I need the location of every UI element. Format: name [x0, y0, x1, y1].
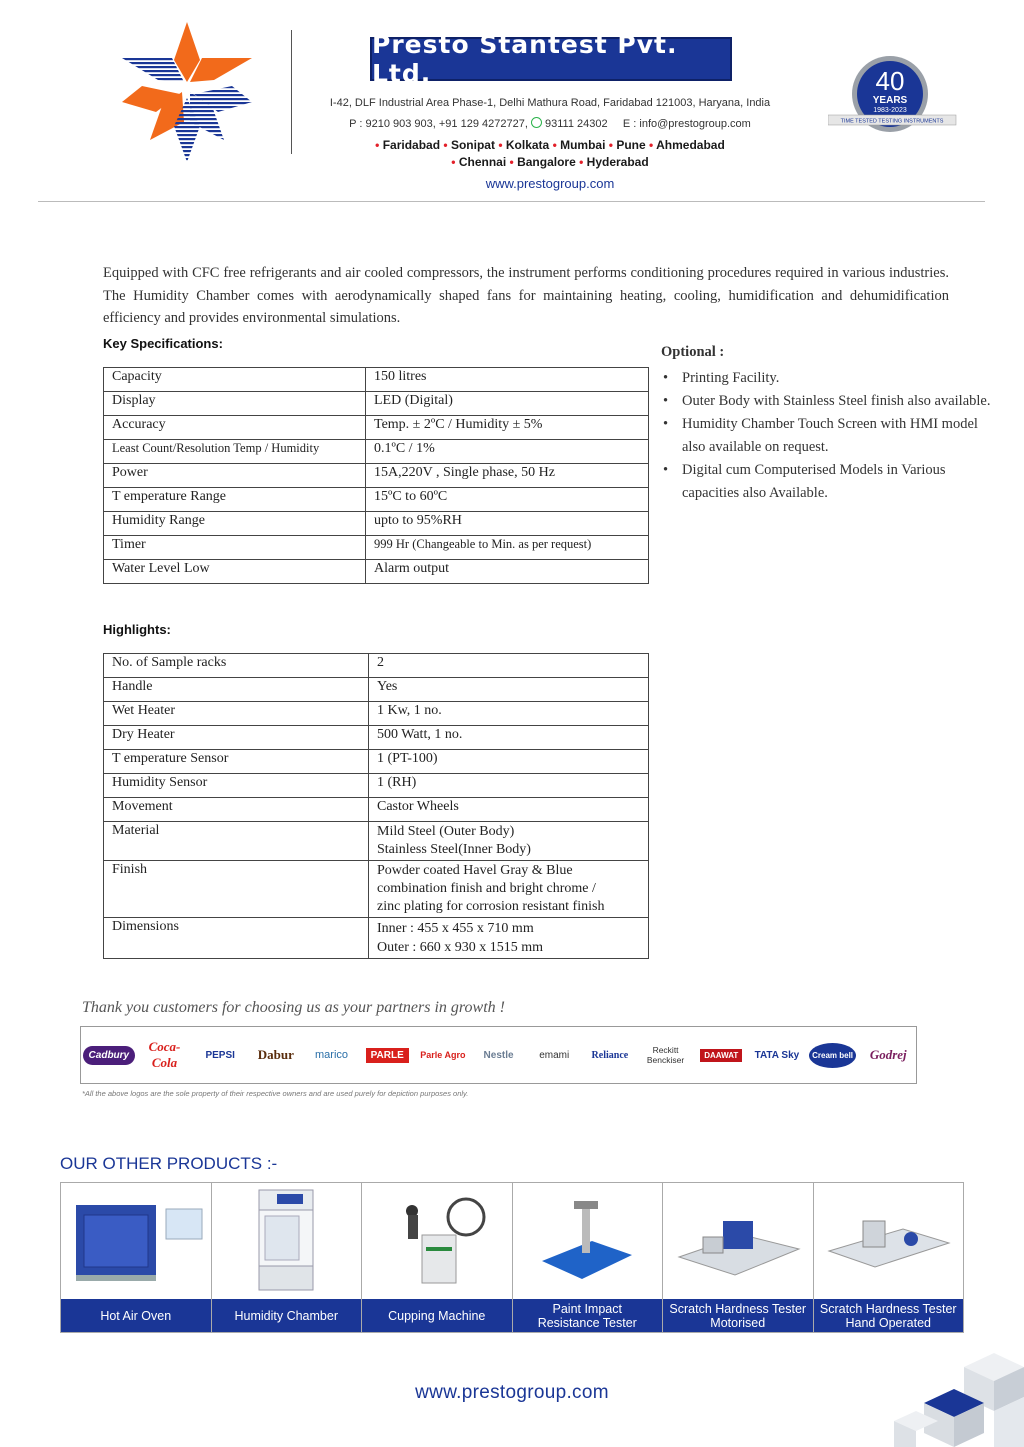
table-row — [104, 750, 649, 774]
hot-air-oven-image — [61, 1183, 211, 1299]
cadbury-logo: Cadbury — [81, 1027, 137, 1083]
badge-years: YEARS — [872, 95, 908, 106]
product-label: Paint Impact Resistance Tester — [513, 1299, 663, 1332]
table-row — [104, 512, 649, 536]
table-row — [104, 488, 649, 512]
table-row — [104, 774, 649, 798]
value-line: Mild Steel (Outer Body) — [377, 824, 515, 839]
company-logo — [122, 22, 252, 162]
highlight-value — [369, 822, 649, 861]
other-products-grid — [60, 1182, 964, 1333]
spec-value: 999 Hr (Changeable to Min. as per request) — [366, 536, 649, 560]
branches-line-1: • Faridabad • Sonipat • Kolkata • Mumbai • Pune • Ahmedabad — [375, 138, 725, 152]
scratch-hardness-motorised-image — [663, 1183, 813, 1299]
value-line: Inner : 455 x 455 x 710 mm — [377, 921, 534, 936]
table-row — [104, 822, 649, 861]
highlight-value: 1 (PT-100) — [369, 750, 649, 774]
phone-numbers: P : 9210 903 903, +91 129 4272727, — [349, 118, 528, 130]
highlight-value: 1 Kw, 1 no. — [369, 702, 649, 726]
highlights-title: Highlights: — [103, 622, 171, 637]
product-card-paint-impact-tester[interactable] — [513, 1183, 664, 1332]
spec-value: 15ºC to 60ºC — [366, 488, 649, 512]
cream-bell-logo: Cream bell — [805, 1027, 861, 1083]
product-label: Scratch Hardness Tester Hand Operated — [814, 1299, 964, 1332]
company-name-box — [370, 30, 732, 88]
highlight-label: No. of Sample racks — [104, 654, 369, 678]
branch: Mumbai — [560, 138, 606, 152]
table-row — [104, 918, 649, 959]
spec-label: Timer — [104, 536, 366, 560]
badge-number: 40 — [875, 66, 905, 96]
spec-value: Temp. ± 2ºC / Humidity ± 5% — [366, 416, 649, 440]
product-card-cupping-machine[interactable] — [362, 1183, 513, 1332]
other-products-title: OUR OTHER PRODUCTS :- — [60, 1154, 278, 1173]
branch: Sonipat — [450, 138, 495, 152]
spec-value: 15A,220V , Single phase, 50 Hz — [366, 464, 649, 488]
product-card-hot-air-oven[interactable] — [61, 1183, 212, 1332]
contact-line — [300, 117, 800, 130]
highlight-label: Humidity Sensor — [104, 774, 369, 798]
emami-logo: emami — [539, 1049, 570, 1061]
parle-logo: PARLE — [359, 1027, 415, 1083]
value-line: zinc plating for corrosion resistant finish — [377, 899, 605, 914]
decorative-cubes — [894, 1337, 1024, 1447]
company-address: I-42, DLF Industrial Area Phase-1, Delhi Mathura Road, Faridabad 121003, Haryana, India — [329, 97, 771, 109]
40-years-badge — [828, 54, 958, 134]
highlight-value — [369, 918, 649, 959]
table-row — [104, 440, 649, 464]
list-item: • Printing Facility. — [661, 367, 991, 390]
key-specs-table — [103, 367, 649, 584]
badge-range: 1983-2023 — [873, 107, 907, 114]
branch: Pune — [616, 138, 646, 152]
table-row — [104, 464, 649, 488]
intro-paragraph: Equipped with CFC free refrigerants and air cooled compressors, the instrument performs conditioning procedures required in various industries. The Humidity Chamber comes with aerodynamically shaped fans for maintaining heating, cooling, humidification and dehumidification efficiency and provides environmental simulations. — [103, 265, 949, 326]
table-row — [104, 861, 649, 918]
table-row — [104, 702, 649, 726]
value-line: Powder coated Havel Gray & Blue — [377, 863, 573, 878]
optional-section — [661, 344, 991, 505]
spec-label: T emperature Range — [104, 488, 366, 512]
header-rule — [38, 201, 985, 202]
table-row — [104, 416, 649, 440]
highlight-value — [369, 861, 649, 918]
whatsapp-number: 93111 24302 — [545, 118, 608, 130]
highlight-label: Wet Heater — [104, 702, 369, 726]
daawat-logo: DAAWAT — [693, 1027, 749, 1083]
product-label: Hot Air Oven — [61, 1299, 211, 1332]
key-specs-title: Key Specifications: — [103, 336, 223, 351]
scratch-hardness-hand-image — [814, 1183, 964, 1299]
product-label: Humidity Chamber — [212, 1299, 362, 1332]
reliance-logo: Reliance — [591, 1049, 629, 1061]
spec-value: Alarm output — [366, 560, 649, 584]
table-row — [104, 678, 649, 702]
spec-label: Power — [104, 464, 366, 488]
spec-label: Accuracy — [104, 416, 366, 440]
reckitt-benckiser-logo: Reckitt Benckiser — [646, 1045, 685, 1065]
logo-disclaimer: *All the above logos are the sole property of their respective owners and are used purely for depiction purposes only. — [82, 1089, 469, 1098]
marico-logo: marico — [315, 1049, 349, 1061]
table-row — [104, 392, 649, 416]
branch: Bangalore — [517, 155, 576, 169]
spec-label: Humidity Range — [104, 512, 366, 536]
spec-label: Display — [104, 392, 366, 416]
website-link-top[interactable]: www.prestogroup.com — [485, 176, 615, 191]
thanks-text: Thank you customers for choosing us as your partners in growth ! — [82, 999, 505, 1016]
highlight-label: Dimensions — [104, 918, 369, 959]
spec-label: Least Count/Resolution Temp / Humidity — [104, 440, 366, 464]
badge-ribbon: TIME TESTED TESTING INSTRUMENTS — [840, 118, 944, 125]
spec-value: LED (Digital) — [366, 392, 649, 416]
product-label: Cupping Machine — [362, 1299, 512, 1332]
product-card-scratch-hardness-hand[interactable] — [814, 1183, 964, 1332]
highlight-label: Material — [104, 822, 369, 861]
highlight-value: 500 Watt, 1 no. — [369, 726, 649, 750]
customer-logos — [80, 1026, 917, 1084]
nestle-logo: Nestle — [483, 1049, 514, 1061]
highlight-value: Yes — [369, 678, 649, 702]
product-card-scratch-hardness-motorised[interactable] — [663, 1183, 814, 1332]
dabur-logo: Dabur — [257, 1047, 294, 1062]
humidity-chamber-image — [212, 1183, 362, 1299]
cupping-machine-image — [362, 1183, 512, 1299]
optional-list — [661, 367, 991, 505]
highlight-label: Handle — [104, 678, 369, 702]
whatsapp-icon — [531, 117, 542, 128]
branch: Kolkata — [505, 138, 550, 152]
highlight-value: 2 — [369, 654, 649, 678]
parle-agro-logo: Parle Agro — [420, 1050, 466, 1060]
godrej-logo: Godrej — [869, 1047, 907, 1062]
list-item: • Humidity Chamber Touch Screen with HMI model also available on request. — [661, 413, 991, 459]
table-row — [104, 726, 649, 750]
branches-line-2: • Chennai • Bangalore • Hyderabad — [451, 155, 649, 169]
branch: Ahmedabad — [656, 138, 725, 152]
table-row — [104, 368, 649, 392]
spec-value: 0.1ºC / 1% — [366, 440, 649, 464]
highlight-label: T emperature Sensor — [104, 750, 369, 774]
branch: Hyderabad — [586, 155, 649, 169]
spec-label: Water Level Low — [104, 560, 366, 584]
highlight-label: Finish — [104, 861, 369, 918]
header-divider — [291, 30, 292, 154]
product-label: Scratch Hardness Tester Motorised — [663, 1299, 813, 1332]
pepsi-logo: PEPSI — [205, 1049, 235, 1061]
highlight-value: 1 (RH) — [369, 774, 649, 798]
branch: Chennai — [458, 155, 507, 169]
value-line: Stainless Steel(Inner Body) — [377, 842, 531, 857]
coca-cola-logo: Coca-Cola — [148, 1039, 181, 1070]
list-item: • Digital cum Computerised Models in Various capacities also Available. — [661, 459, 991, 505]
table-row — [104, 536, 649, 560]
paint-impact-tester-image — [513, 1183, 663, 1299]
highlights-table — [103, 653, 649, 959]
website-link-bottom[interactable]: www.prestogroup.com — [415, 1382, 609, 1403]
branch: Faridabad — [382, 138, 441, 152]
email: E : info@prestogroup.com — [622, 118, 751, 130]
value-line: combination finish and bright chrome / — [377, 881, 596, 896]
value-line: Outer : 660 x 930 x 1515 mm — [377, 940, 544, 955]
tata-sky-logo: TATA Sky — [754, 1049, 800, 1061]
table-row — [104, 654, 649, 678]
company-name: Presto Stantest Pvt. Ltd. — [372, 30, 678, 88]
highlight-label: Movement — [104, 798, 369, 822]
spec-value: upto to 95%RH — [366, 512, 649, 536]
optional-title: Optional : — [661, 344, 725, 360]
spec-value: 150 litres — [366, 368, 649, 392]
highlight-value: Castor Wheels — [369, 798, 649, 822]
table-row — [104, 560, 649, 584]
product-card-humidity-chamber[interactable] — [212, 1183, 363, 1332]
list-item: • Outer Body with Stainless Steel finish also available. — [661, 390, 991, 413]
spec-label: Capacity — [104, 368, 366, 392]
table-row — [104, 798, 649, 822]
highlight-label: Dry Heater — [104, 726, 369, 750]
